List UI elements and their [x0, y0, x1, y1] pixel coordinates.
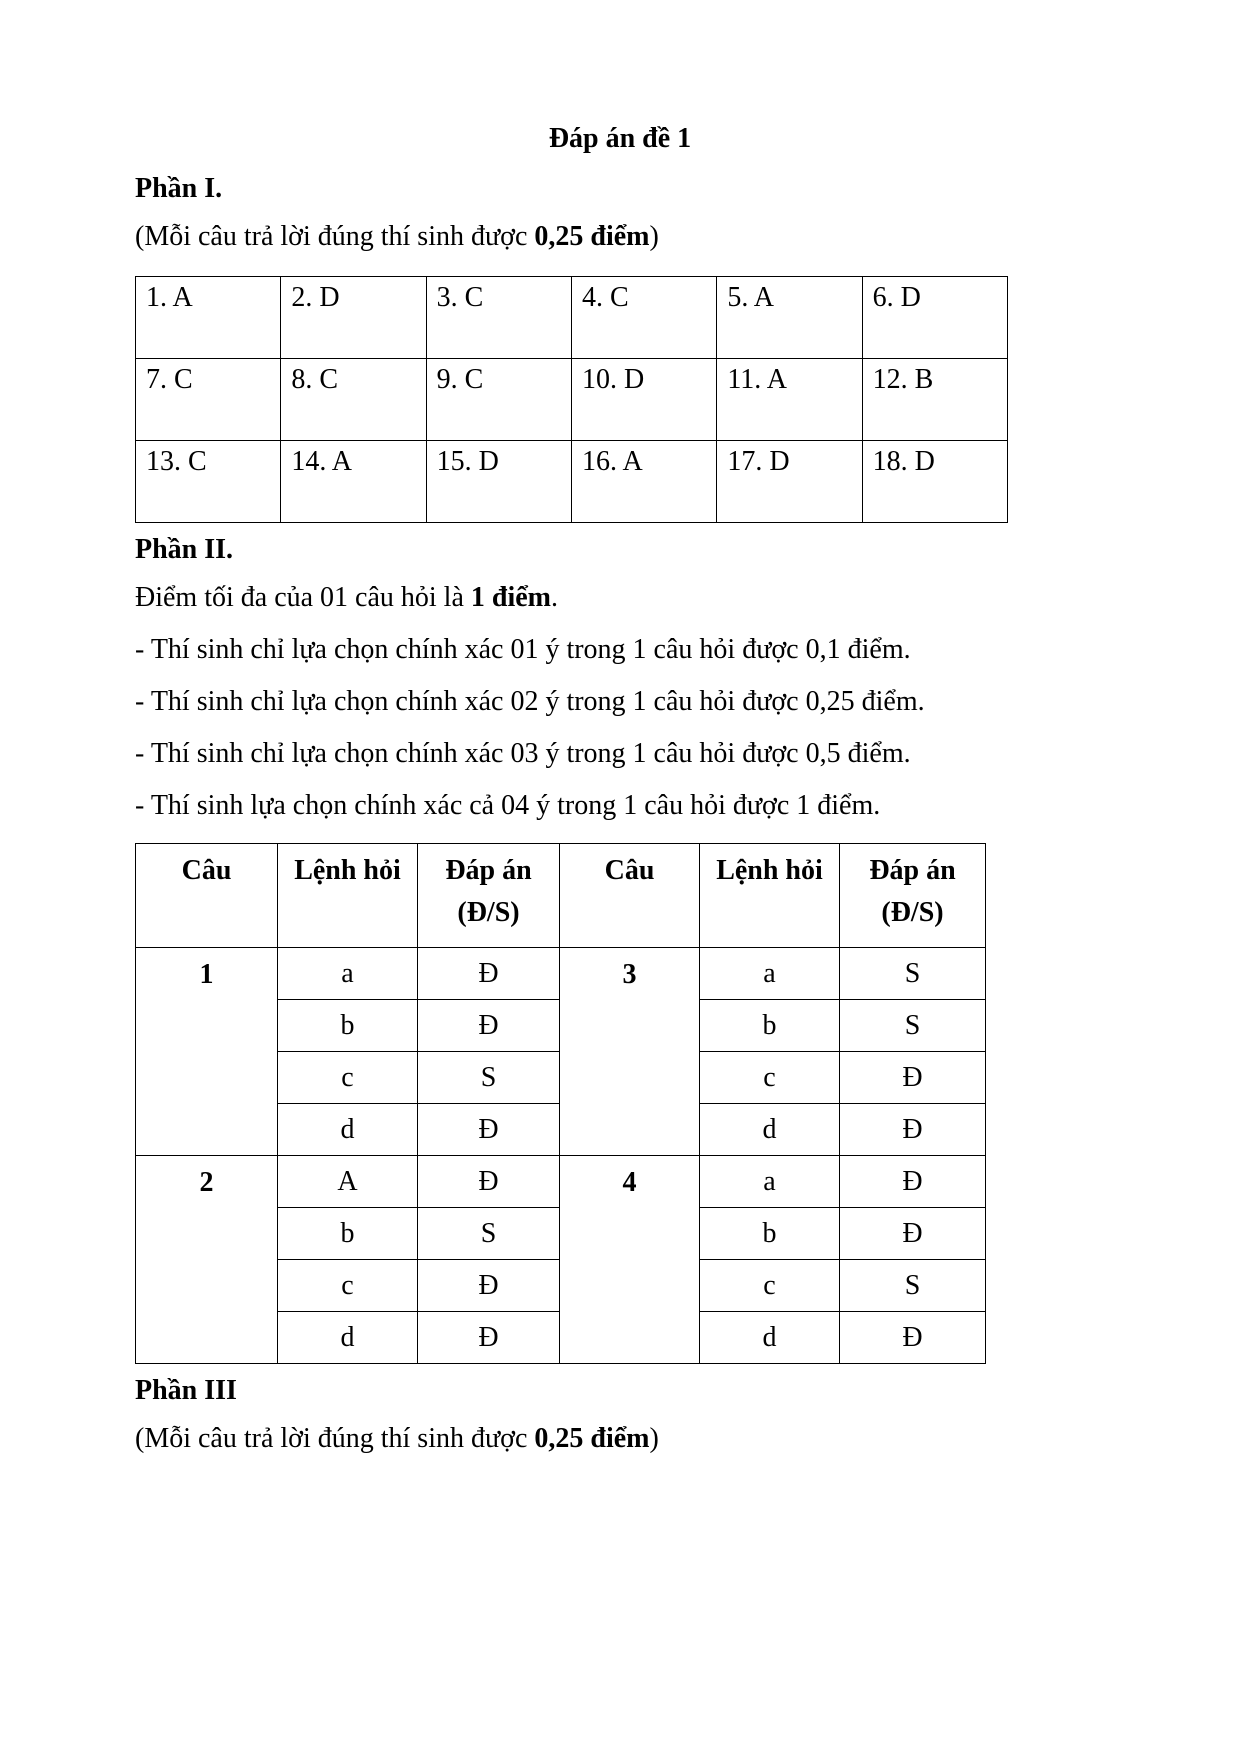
scoring-rule: - Thí sinh lựa chọn chính xác cả 04 ý trong 1 câu hỏi được 1 điểm.: [135, 790, 881, 821]
part1-note: [135, 222, 1105, 252]
page-title: Đáp án đề 1: [548, 123, 692, 154]
part3-note-close: ): [649, 1423, 659, 1454]
answer-cell: Đ: [418, 1312, 560, 1364]
sub-question-cell: A: [278, 1156, 418, 1208]
sub-question-cell: d: [700, 1104, 840, 1156]
part2-heading: Phần II.: [135, 534, 234, 565]
table-row: [136, 359, 1008, 441]
header-dapan-line1: Đáp án: [445, 855, 532, 886]
answer-cell: 9. C: [426, 359, 571, 441]
part3-note-text: (Mỗi câu trả lời đúng thí sinh được: [135, 1423, 535, 1454]
sub-question-cell: c: [700, 1052, 840, 1104]
header-dapan-left: [418, 844, 560, 948]
sub-question-cell: b: [278, 1000, 418, 1052]
scoring-rule: - Thí sinh chỉ lựa chọn chính xác 01 ý trong 1 câu hỏi được 0,1 điểm.: [135, 634, 911, 665]
header-dapan-line2: (Đ/S): [457, 897, 520, 928]
answer-cell: 8. C: [281, 359, 426, 441]
sub-question-cell: b: [278, 1208, 418, 1260]
part2-intro-close: .: [551, 582, 558, 613]
part1-note-text: (Mỗi câu trả lời đúng thí sinh được: [135, 221, 535, 252]
answer-cell: 12. B: [862, 359, 1007, 441]
answer-cell: Đ: [840, 1104, 986, 1156]
answer-cell: 18. D: [862, 441, 1007, 523]
part2-intro: [135, 583, 1105, 613]
answer-cell: Đ: [840, 1156, 986, 1208]
part2-intro-bold: 1 điểm: [470, 582, 551, 613]
sub-question-cell: c: [700, 1260, 840, 1312]
answer-cell: 6. D: [862, 277, 1007, 359]
answer-cell: Đ: [840, 1312, 986, 1364]
answer-cell: Đ: [840, 1052, 986, 1104]
sub-question-cell: b: [700, 1000, 840, 1052]
answer-cell: 4. C: [571, 277, 716, 359]
answer-cell: S: [840, 1260, 986, 1312]
header-dapan-line1: Đáp án: [869, 855, 956, 886]
part3-note: [135, 1424, 1105, 1454]
answer-cell: 1. A: [136, 277, 281, 359]
table-header-row: [136, 844, 986, 948]
part3-note-bold: 0,25 điểm: [534, 1423, 650, 1454]
answer-cell: Đ: [418, 1104, 560, 1156]
answer-cell: Đ: [418, 948, 560, 1000]
part1-note-close: ): [649, 221, 659, 252]
answer-cell: S: [418, 1052, 560, 1104]
answer-cell: Đ: [418, 1260, 560, 1312]
question-number-cell: 2: [136, 1156, 278, 1364]
answer-cell: Đ: [840, 1208, 986, 1260]
sub-question-cell: a: [700, 948, 840, 1000]
sub-question-cell: a: [700, 1156, 840, 1208]
header-cau-left: Câu: [136, 844, 278, 948]
question-number-cell: 3: [560, 948, 700, 1156]
answer-cell: 17. D: [717, 441, 862, 523]
answer-cell: 5. A: [717, 277, 862, 359]
sub-question-cell: d: [700, 1312, 840, 1364]
answer-cell: 10. D: [571, 359, 716, 441]
answer-cell: S: [840, 948, 986, 1000]
answer-cell: 11. A: [717, 359, 862, 441]
answer-cell: 2. D: [281, 277, 426, 359]
table-row: [136, 948, 986, 1000]
answer-cell: 13. C: [136, 441, 281, 523]
answer-cell: Đ: [418, 1000, 560, 1052]
sub-question-cell: c: [278, 1052, 418, 1104]
answer-cell: S: [840, 1000, 986, 1052]
question-number-cell: 1: [136, 948, 278, 1156]
part1-heading: Phần I.: [135, 173, 223, 204]
sub-question-cell: a: [278, 948, 418, 1000]
table-row: [136, 1156, 986, 1208]
true-false-table: [135, 843, 986, 1364]
sub-question-cell: b: [700, 1208, 840, 1260]
answers-table: [135, 276, 1008, 523]
part1-note-bold: 0,25 điểm: [534, 221, 650, 252]
answer-cell: Đ: [418, 1156, 560, 1208]
part3-heading: Phần III: [135, 1375, 237, 1406]
answer-cell: 3. C: [426, 277, 571, 359]
scoring-rule: - Thí sinh chỉ lựa chọn chính xác 03 ý trong 1 câu hỏi được 0,5 điểm.: [135, 738, 911, 769]
answer-cell: S: [418, 1208, 560, 1260]
answer-cell: 15. D: [426, 441, 571, 523]
scoring-rule: - Thí sinh chỉ lựa chọn chính xác 02 ý trong 1 câu hỏi được 0,25 điểm.: [135, 686, 925, 717]
answer-cell: 7. C: [136, 359, 281, 441]
answer-cell: 14. A: [281, 441, 426, 523]
header-lenhhoi-left: Lệnh hỏi: [278, 844, 418, 948]
part2-intro-text: Điểm tối đa của 01 câu hỏi là: [135, 582, 471, 613]
table-row: [136, 277, 1008, 359]
answer-cell: 16. A: [571, 441, 716, 523]
header-lenhhoi-right: Lệnh hỏi: [700, 844, 840, 948]
question-number-cell: 4: [560, 1156, 700, 1364]
sub-question-cell: d: [278, 1312, 418, 1364]
header-dapan-right: [840, 844, 986, 948]
header-dapan-line2: (Đ/S): [881, 897, 944, 928]
sub-question-cell: c: [278, 1260, 418, 1312]
table-row: [136, 441, 1008, 523]
sub-question-cell: d: [278, 1104, 418, 1156]
header-cau-right: Câu: [560, 844, 700, 948]
